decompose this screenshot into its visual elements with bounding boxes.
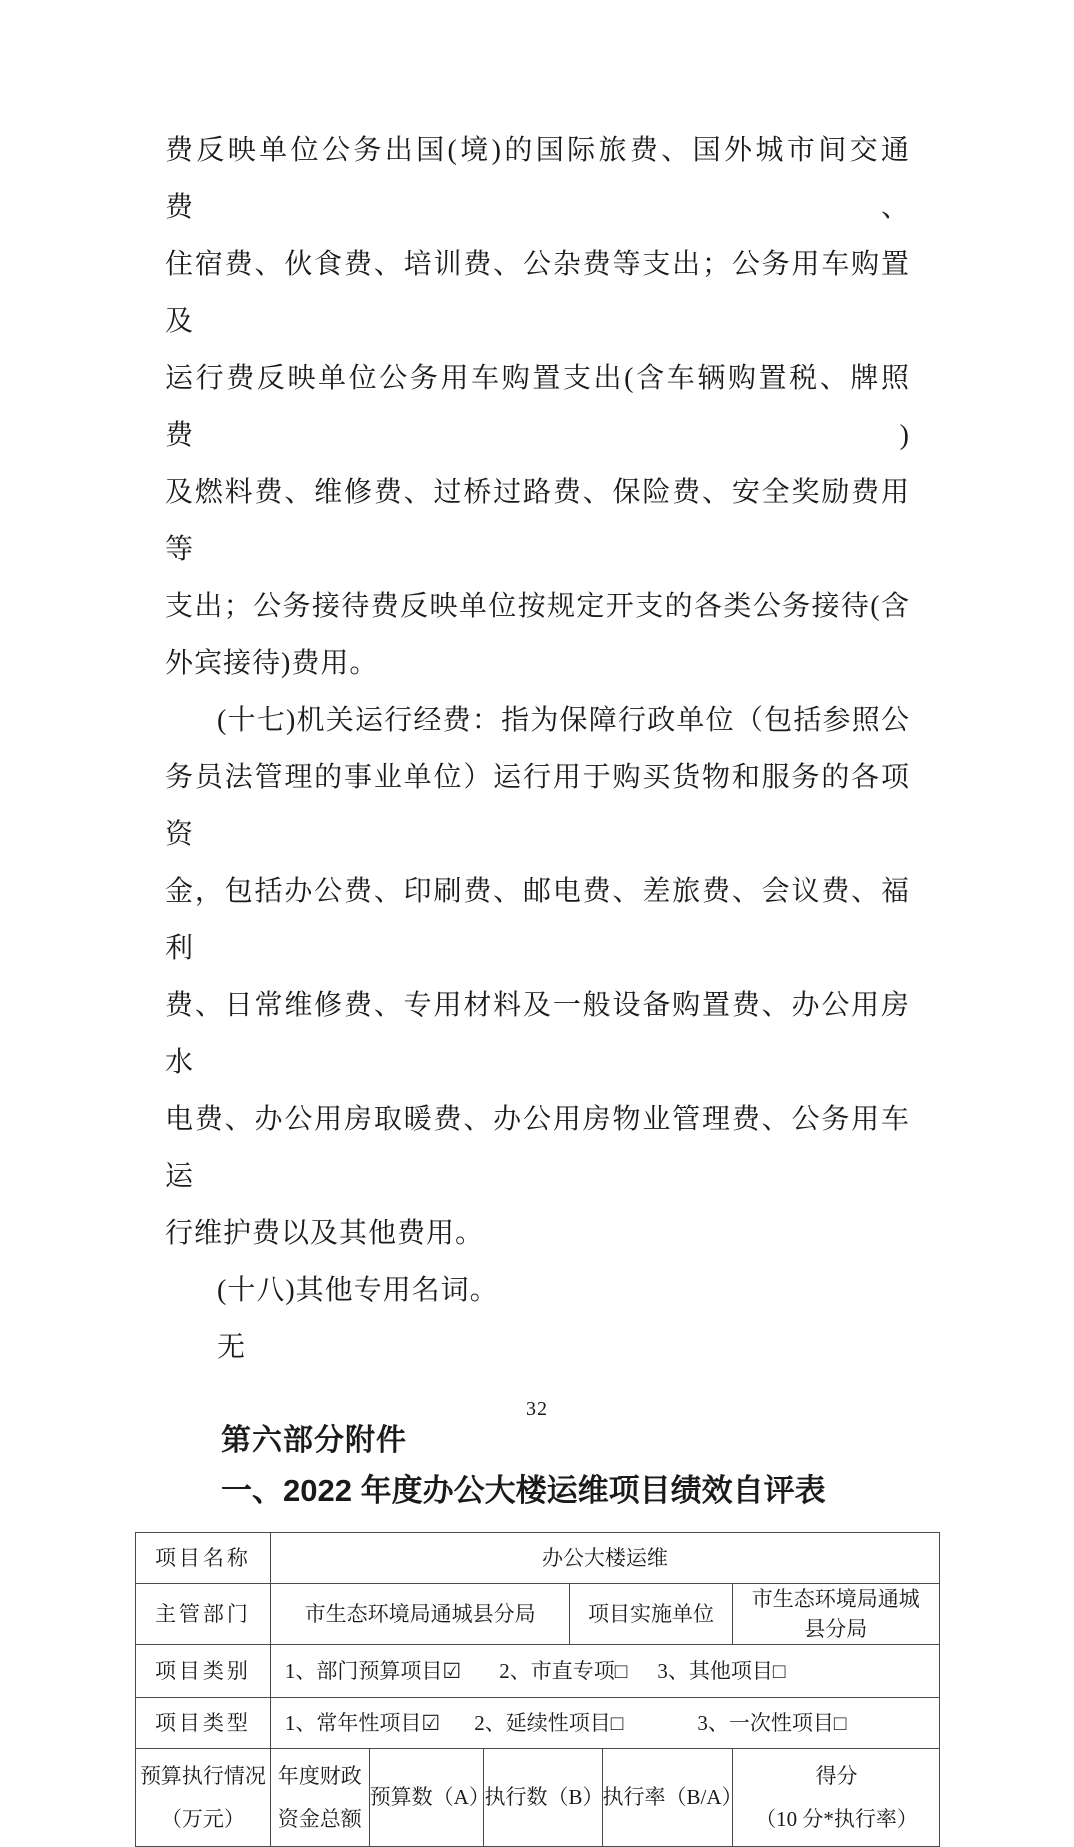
- attachment-table-title: 一、2022 年度办公大楼运维项目绩效自评表: [221, 1473, 826, 1508]
- page-number: 32: [526, 1398, 548, 1420]
- performance-self-evaluation-table: [135, 1532, 940, 1847]
- execution-rate-header: 执行率（B/A）: [603, 1749, 734, 1846]
- body-line: (十七)机关运行经费：指为保障行政单位（包括参照公: [217, 705, 910, 736]
- category-options: [271, 1645, 939, 1697]
- body-line: 费、日常维修费、专用材料及一般设备购置费、办公用房水: [165, 990, 910, 1078]
- score-header: [733, 1749, 939, 1846]
- body-line: 及燃料费、维修费、过桥过路费、保险费、安全奖励费用等: [165, 477, 910, 565]
- type-label: 项目类型: [136, 1698, 271, 1748]
- budget-execution-label: [136, 1749, 271, 1846]
- body-line: (十八)其他专用名词。: [217, 1275, 499, 1306]
- category-option: 3、其他项目□: [657, 1658, 786, 1683]
- implementing-unit-value: 市生态环境局通城县分局: [751, 1586, 920, 1641]
- annual-fiscal-line2: 资金总额: [277, 1806, 362, 1831]
- annual-fiscal-line1: 年度财政: [277, 1764, 362, 1789]
- body-line: 住宿费、伙食费、培训费、公杂费等支出；公务用车购置及: [165, 249, 910, 337]
- project-name-label: 项目名称: [136, 1533, 271, 1583]
- body-line: 金，包括办公费、印刷费、邮电费、差旅费、会议费、福利: [165, 876, 910, 964]
- table-row-budget-execution: [136, 1749, 939, 1846]
- score-line1: 得分: [815, 1764, 858, 1789]
- body-line: 电费、办公用房取暖费、办公用房物业管理费、公务用车运: [165, 1104, 910, 1192]
- body-line: 外宾接待)费用。: [165, 648, 379, 679]
- budget-number-header: 预算数（A）: [370, 1749, 485, 1846]
- body-line: 行维护费以及其他费用。: [165, 1218, 485, 1249]
- section-heading-part-six: 第六部分附件: [221, 1424, 407, 1457]
- execution-number-header: 执行数（B）: [484, 1749, 602, 1846]
- table-row-department: [136, 1584, 939, 1645]
- category-option: 2、市直专项□: [499, 1658, 628, 1683]
- implementing-unit-label: 项目实施单位: [570, 1584, 732, 1644]
- body-line: 支出；公务接待费反映单位按规定开支的各类公务接待(含: [165, 591, 910, 622]
- type-options: [271, 1698, 939, 1748]
- budget-execution-label-line2: （万元）: [160, 1806, 245, 1831]
- project-name-value: 办公大楼运维: [541, 1545, 668, 1570]
- body-line: 无: [217, 1332, 247, 1363]
- body-line: 运行费反映单位公务用车购置支出(含车辆购置税、牌照费): [165, 363, 910, 451]
- department-value: 市生态环境局通城县分局: [271, 1584, 571, 1644]
- type-option: 2、延续性项目□: [474, 1710, 624, 1735]
- type-option-checked: 1、常年性项目☑: [284, 1710, 441, 1735]
- type-option: 3、一次性项目□: [697, 1710, 847, 1735]
- category-option-checked: 1、部门预算项目☑: [284, 1658, 462, 1683]
- table-row-project-name: [136, 1533, 939, 1584]
- page-content: [135, 122, 940, 1847]
- budget-execution-label-line1: 预算执行情况: [139, 1764, 266, 1789]
- body-text: [135, 122, 940, 1516]
- body-line: 费反映单位公务出国(境)的国际旅费、国外城市间交通费、: [165, 135, 910, 223]
- annual-fiscal-total-header: [271, 1749, 370, 1846]
- category-label: 项目类别: [136, 1645, 271, 1697]
- table-row-category: [136, 1645, 939, 1698]
- score-line2: （10 分*执行率）: [755, 1806, 918, 1831]
- body-line: 务员法管理的事业单位）运行用于购买货物和服务的各项资: [165, 762, 910, 850]
- table-row-type: [136, 1698, 939, 1749]
- department-label: 主管部门: [136, 1584, 271, 1644]
